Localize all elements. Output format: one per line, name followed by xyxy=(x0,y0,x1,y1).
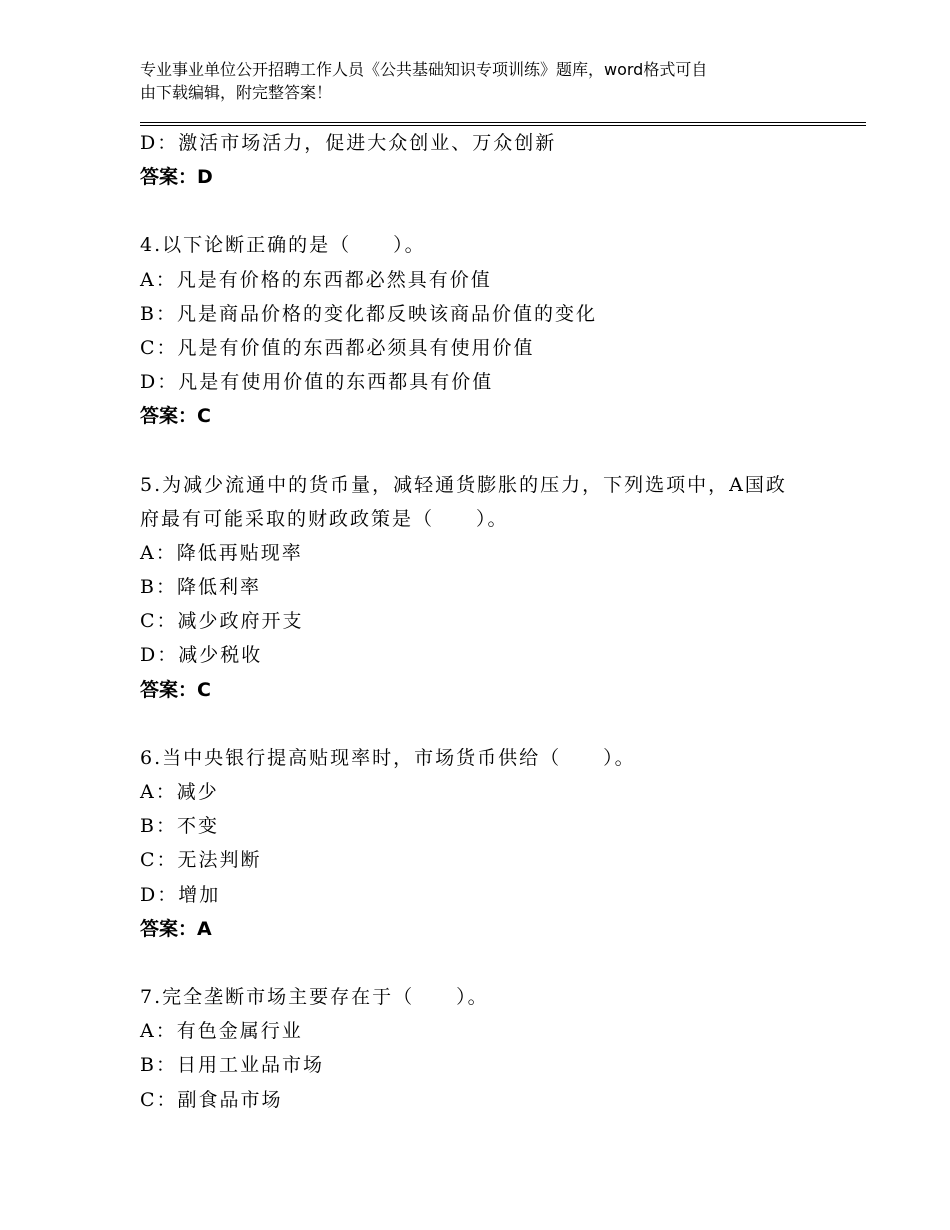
header-rule-top xyxy=(140,122,866,123)
header-line-1: 专业事业单位公开招聘工作人员《公共基础知识专项训练》题库，word格式可自 xyxy=(140,60,708,79)
prev-option-d: D：激活市场活力，促进大众创业、万众创新 xyxy=(140,132,557,154)
q5-stem-line-2: 府最有可能采取的财政政策是（ ）。 xyxy=(140,507,509,530)
q7-option-c: C：副食品市场 xyxy=(140,1088,283,1111)
spacer xyxy=(140,434,866,468)
q6-option-d: D：增加 xyxy=(140,883,221,906)
q5-option-c: C：减少政府开支 xyxy=(140,610,304,633)
q4-stem: 4.以下论断正确的是（ ）。 xyxy=(140,234,426,257)
spacer xyxy=(140,194,866,228)
q7-option-a: A：有色金属行业 xyxy=(140,1020,303,1043)
q4-option-d: D：凡是有使用价值的东西都具有价值 xyxy=(140,371,494,394)
q6-answer: 答案：A xyxy=(140,917,212,940)
spacer xyxy=(140,707,866,741)
q5-stem-line-1: 5.为减少流通中的货币量，减轻通货膨胀的压力，下列选项中，A国政 xyxy=(140,473,787,496)
q5-option-a: A：降低再贴现率 xyxy=(140,541,303,564)
page-header xyxy=(140,58,820,104)
header-line-2: 由下载编辑，附完整答案！ xyxy=(140,83,333,102)
q4-option-a: A：凡是有价格的东西都必然具有价值 xyxy=(140,268,492,291)
spacer xyxy=(140,946,866,980)
q5-answer: 答案：C xyxy=(140,678,211,701)
q6-option-b: B：不变 xyxy=(140,815,219,838)
q4-option-c: C：凡是有价值的东西都必须具有使用价值 xyxy=(140,336,535,359)
q4-answer: 答案：C xyxy=(140,405,211,428)
q7-stem: 7.完全垄断市场主要存在于（ ）。 xyxy=(140,985,489,1008)
question-content xyxy=(140,126,866,1117)
q6-option-a: A：减少 xyxy=(140,781,219,803)
q5-option-b: B：降低利率 xyxy=(140,576,261,599)
prev-answer: 答案：D xyxy=(140,166,213,189)
q6-option-c: C：无法判断 xyxy=(140,849,262,872)
q5-option-d: D：减少税收 xyxy=(140,644,263,667)
q4-option-b: B：凡是商品价格的变化都反映该商品价值的变化 xyxy=(140,302,597,325)
q7-option-b: B：日用工业品市场 xyxy=(140,1054,324,1077)
q6-stem: 6.当中央银行提高贴现率时，市场货币供给（ ）。 xyxy=(140,746,636,769)
